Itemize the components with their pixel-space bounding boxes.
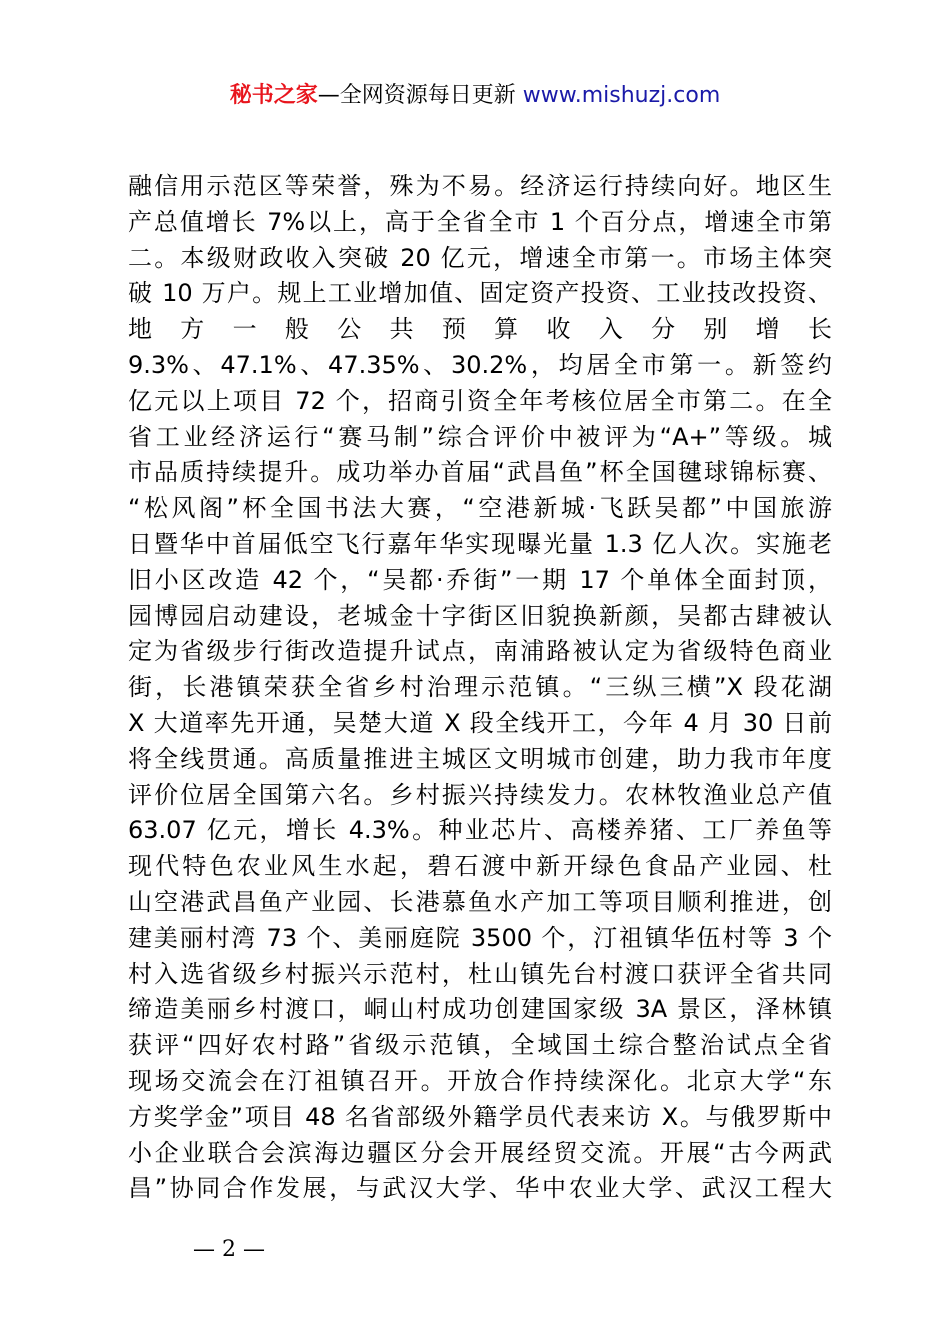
text-line: 旧小区改造 42 个，“吴都·乔街”一期 17 个单体全面封顶， bbox=[128, 565, 832, 594]
text-line: 缔造美丽乡村渡口，峒山村成功创建国家级 3A 景区，泽林镇 bbox=[128, 995, 832, 1024]
text-line: 将全线贯通。高质量推进主城区文明城市创建，助力我市年度 bbox=[128, 744, 832, 773]
text-line: 市品质持续提升。成功举办首届“武昌鱼”杯全国毽球锦标赛、 bbox=[128, 458, 832, 487]
text-line: 二。本级财政收入突破 20 亿元，增速全市第一。市场主体突 bbox=[128, 243, 832, 272]
text-line: 方奖学金”项目 48 名省部级外籍学员代表来访 X。与俄罗斯中 bbox=[128, 1102, 832, 1131]
text-line: 融信用示范区等荣誉，殊为不易。经济运行持续向好。地区生 bbox=[128, 172, 832, 200]
text-line: 获评“四好农村路”省级示范镇，全域国土综合整治试点全省 bbox=[128, 1031, 832, 1060]
site-brand: 秘书之家 bbox=[229, 83, 318, 108]
text-line: 山空港武昌鱼产业园、长港慕鱼水产加工等项目顺利推进，创 bbox=[128, 887, 832, 916]
text-line: 9.3%、47.1%、47.35%、30.2%，均居全市第一。新签约 bbox=[128, 350, 832, 379]
text-line: 昌”协同合作发展，与武汉大学、华中农业大学、武汉工程大 bbox=[128, 1174, 832, 1203]
text-line: 现场交流会在汀祖镇召开。开放合作持续深化。北京大学“东 bbox=[128, 1066, 832, 1095]
text-line: 63.07 亿元，增长 4.3%。种业芯片、高楼养猪、工厂养鱼等 bbox=[128, 816, 832, 845]
text-line: 日暨华中首届低空飞行嘉年华实现曝光量 1.3 亿人次。实施老 bbox=[128, 529, 832, 558]
site-header bbox=[0, 80, 950, 112]
document-body bbox=[128, 169, 832, 1207]
text-line: “松风阁”杯全国书法大赛，“空港新城·飞跃吴都”中国旅游 bbox=[128, 494, 832, 523]
text-line: 街，长港镇荣获全省乡村治理示范镇。“三纵三横”X 段花湖 bbox=[128, 673, 832, 702]
site-tagline: —全网资源每日更新 bbox=[317, 83, 523, 108]
text-line: 评价位居全国第六名。乡村振兴持续发力。农林牧渔业总产值 bbox=[128, 780, 832, 809]
text-line: 现代特色农业风生水起，碧石渡中新开绿色食品产业园、杜 bbox=[128, 852, 832, 881]
text-line: 亿元以上项目 72 个，招商引资全年考核位居全市第二。在全 bbox=[128, 386, 832, 415]
text-line: 园博园启动建设，老城金十字街区旧貌换新颜，吴都古肆被认 bbox=[128, 601, 832, 630]
text-line: 破 10 万户。规上工业增加值、固定资产投资、工业技改投资、 bbox=[128, 279, 832, 308]
page-number: — 2 — bbox=[193, 1237, 265, 1262]
site-url-link[interactable]: www.mishuzj.com bbox=[522, 83, 721, 108]
text-line: 产总值增长 7%以上，高于全省全市 1 个百分点，增速全市第 bbox=[128, 207, 832, 236]
text-line: 地 方 一 般 公 共 预 算 收 入 分 别 增 长 bbox=[128, 315, 832, 344]
text-line: 建美丽村湾 73 个、美丽庭院 3500 个，汀祖镇华伍村等 3 个 bbox=[128, 923, 832, 952]
text-line: 村入选省级乡村振兴示范村，杜山镇先台村渡口获评全省共同 bbox=[128, 959, 832, 988]
text-line: 小企业联合会滨海边疆区分会开展经贸交流。开展“古今两武 bbox=[128, 1138, 832, 1167]
text-line: 定为省级步行街改造提升试点，南浦路被认定为省级特色商业 bbox=[128, 637, 832, 666]
text-line: 省工业经济运行“赛马制”综合评价中被评为“A+”等级。城 bbox=[128, 422, 832, 451]
text-line: X 大道率先开通，吴楚大道 X 段全线开工，今年 4 月 30 日前 bbox=[128, 708, 832, 737]
